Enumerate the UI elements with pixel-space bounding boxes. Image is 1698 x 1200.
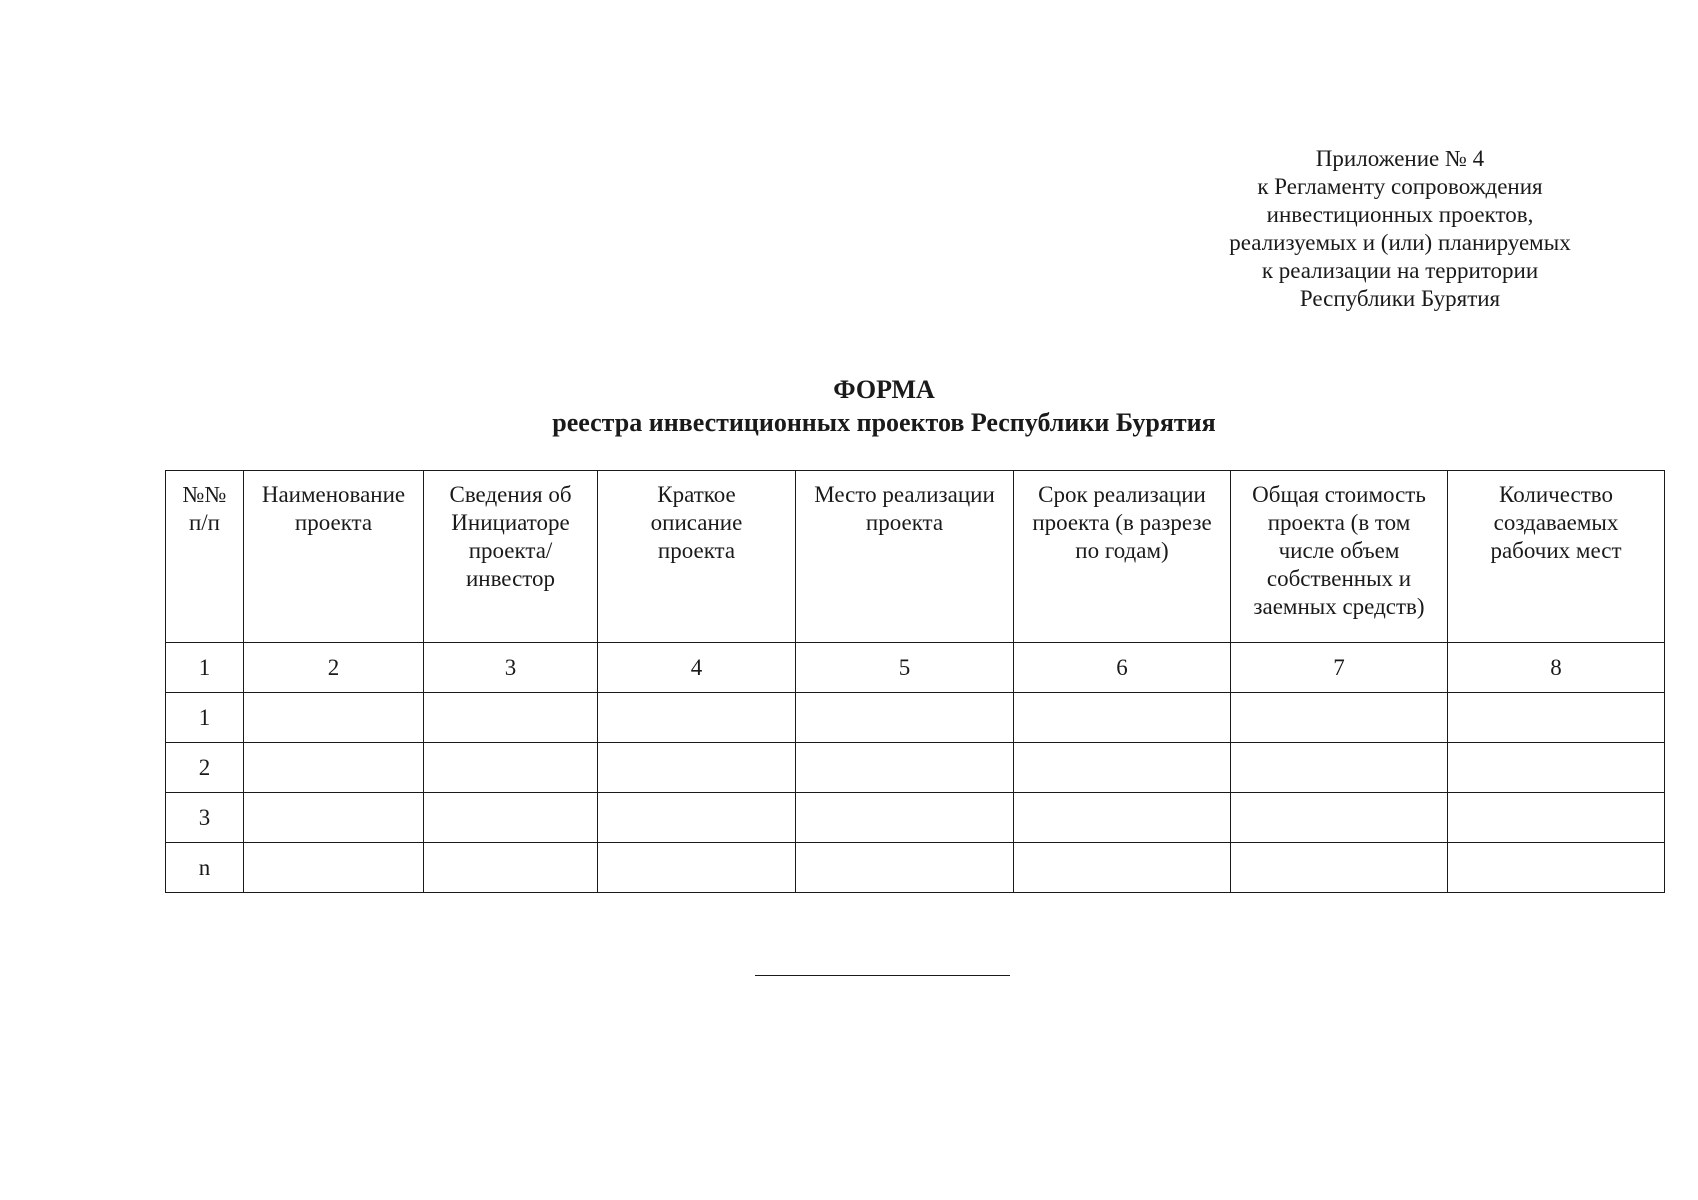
empty-cell: [796, 693, 1014, 743]
header-text: создаваемых: [1493, 510, 1619, 535]
appendix-line: реализуемых и (или) планируемых: [1229, 230, 1571, 255]
appendix-header: [1180, 145, 1620, 313]
column-number-cell: 4: [598, 643, 796, 693]
header-text: Краткое: [657, 482, 736, 507]
column-number-cell: 5: [796, 643, 1014, 693]
column-number-cell: 6: [1014, 643, 1231, 693]
row-number-cell: n: [166, 843, 244, 893]
appendix-line: Приложение № 4: [1315, 146, 1485, 171]
empty-cell: [1448, 843, 1665, 893]
header-cell-jobs: [1448, 471, 1665, 643]
table-header-row: [166, 471, 1665, 643]
header-text: проекта: [657, 538, 736, 563]
header-text: Количество: [1499, 482, 1613, 507]
header-text: заемных средств): [1253, 594, 1425, 619]
column-number-row: [166, 643, 1665, 693]
empty-cell: [1014, 693, 1231, 743]
empty-cell: [1014, 843, 1231, 893]
title-form: ФОРМА: [833, 375, 935, 404]
header-text: проекта: [865, 510, 944, 535]
empty-cell: [1014, 743, 1231, 793]
header-cell-location: [796, 471, 1014, 643]
header-text: проекта: [294, 510, 373, 535]
header-text: проекта/: [468, 538, 553, 563]
empty-cell: [1014, 793, 1231, 843]
row-number-cell: 1: [166, 693, 244, 743]
appendix-line: к реализации на территории: [1261, 258, 1539, 283]
header-text: числе объем: [1278, 538, 1400, 563]
column-number-cell: 1: [166, 643, 244, 693]
title-subtitle: реестра инвестиционных проектов Республики Бурятия: [552, 408, 1216, 437]
header-cell-description: [598, 471, 796, 643]
appendix-line: инвестиционных проектов,: [1266, 202, 1534, 227]
header-text: Инициаторе: [451, 510, 570, 535]
empty-cell: [424, 793, 598, 843]
header-text: проекта (в разрезе: [1032, 510, 1212, 535]
empty-cell: [244, 693, 424, 743]
header-text: рабочих мест: [1490, 538, 1622, 563]
header-cell-project-name: [244, 471, 424, 643]
empty-cell: [424, 693, 598, 743]
header-text: Общая стоимость: [1252, 482, 1426, 507]
empty-cell: [244, 793, 424, 843]
empty-cell: [1448, 793, 1665, 843]
header-text: Наименование: [261, 482, 406, 507]
empty-cell: [1231, 843, 1448, 893]
column-number-cell: 2: [244, 643, 424, 693]
empty-cell: [796, 843, 1014, 893]
header-text: собственных и: [1266, 566, 1412, 591]
empty-cell: [1231, 743, 1448, 793]
empty-cell: [598, 843, 796, 893]
appendix-line: к Регламенту сопровождения: [1257, 174, 1543, 199]
empty-cell: [796, 743, 1014, 793]
header-cell-term: [1014, 471, 1231, 643]
header-text: №№: [182, 482, 227, 507]
header-text: описание: [650, 510, 743, 535]
header-cell-number: [166, 471, 244, 643]
empty-cell: [598, 793, 796, 843]
separator-line: [755, 975, 1010, 976]
document-title: [0, 373, 1698, 439]
registry-table: [165, 470, 1665, 893]
column-number-cell: 7: [1231, 643, 1448, 693]
header-text: по годам): [1075, 538, 1169, 563]
header-text: Срок реализации: [1038, 482, 1206, 507]
header-cell-total-cost: [1231, 471, 1448, 643]
empty-cell: [598, 743, 796, 793]
column-number-cell: 8: [1448, 643, 1665, 693]
appendix-line: Республики Бурятия: [1299, 286, 1501, 311]
row-number-cell: 3: [166, 793, 244, 843]
empty-cell: [244, 843, 424, 893]
empty-cell: [244, 743, 424, 793]
header-text: Сведения об: [449, 482, 572, 507]
header-text: инвестор: [465, 566, 556, 591]
row-number-cell: 2: [166, 743, 244, 793]
empty-cell: [1448, 743, 1665, 793]
table-row: [166, 793, 1665, 843]
header-text: Место реализации: [814, 482, 995, 507]
column-number-cell: 3: [424, 643, 598, 693]
table-row: [166, 843, 1665, 893]
header-text: п/п: [188, 510, 220, 535]
table-row: [166, 743, 1665, 793]
empty-cell: [796, 793, 1014, 843]
empty-cell: [1231, 693, 1448, 743]
empty-cell: [1231, 793, 1448, 843]
empty-cell: [424, 743, 598, 793]
empty-cell: [598, 693, 796, 743]
header-cell-initiator: [424, 471, 598, 643]
empty-cell: [1448, 693, 1665, 743]
table-row: [166, 693, 1665, 743]
empty-cell: [424, 843, 598, 893]
header-text: проекта (в том: [1267, 510, 1411, 535]
